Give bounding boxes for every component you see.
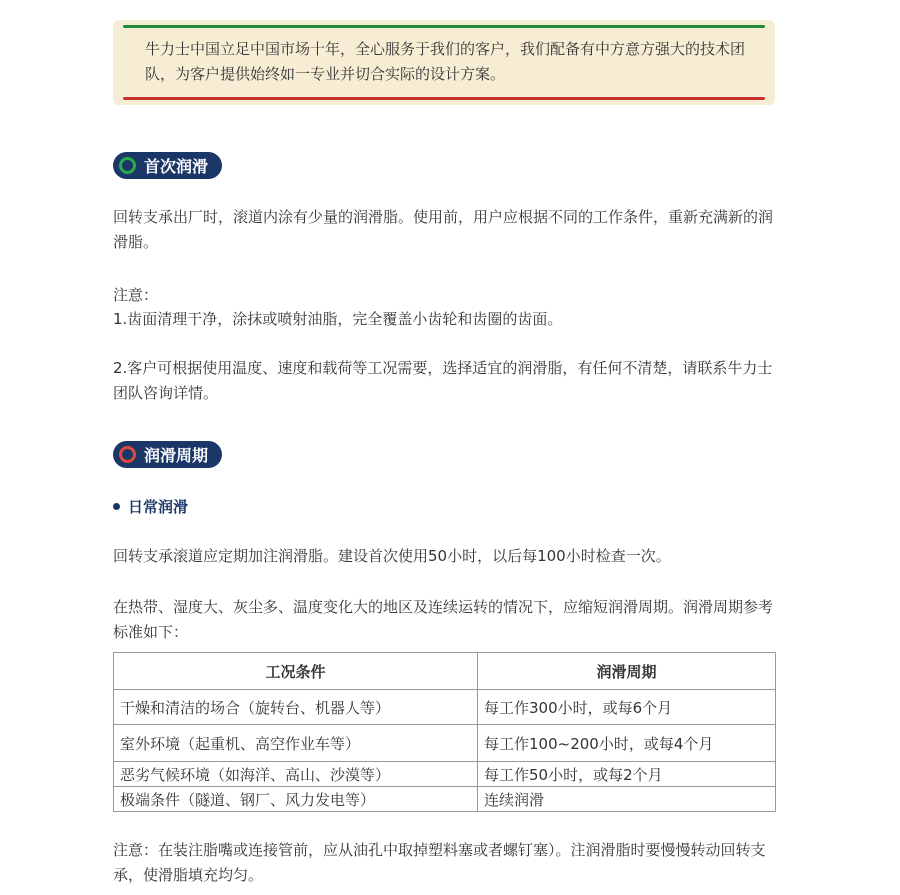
table-row — [114, 787, 776, 812]
subheading-daily — [113, 496, 188, 517]
section-title: 润滑周期 — [144, 446, 209, 465]
green-ring-icon — [119, 157, 136, 174]
table-row — [114, 690, 776, 725]
table-cell: 每工作300小时，或每6个月 — [478, 690, 776, 725]
table-row — [114, 725, 776, 762]
note-item-2: 2.客户可根据使用温度、速度和载荷等工况需要，选择适宜的润滑脂，有任何不清楚，请联系牛力士团队咨询详情。 — [113, 359, 773, 402]
section-heading-lubrication-cycle — [113, 441, 222, 468]
table-cell: 室外环境（起重机、高空作业车等） — [114, 725, 478, 762]
section-heading-first-lubrication — [113, 152, 222, 179]
table-cell: 极端条件（隧道、钢厂、风力发电等） — [114, 787, 478, 812]
table-header: 工况条件 — [114, 653, 478, 690]
table-cell: 恶劣气候环境（如海洋、高山、沙漠等） — [114, 762, 478, 787]
note-item-1: 1.齿面清理干净，涂抹或喷射油脂，完全覆盖小齿轮和齿圈的齿面。 — [113, 310, 563, 328]
section-title: 首次润滑 — [144, 157, 209, 176]
table-header-row — [114, 653, 776, 690]
paragraph: 回转支承滚道应定期加注润滑脂。建设首次使用50小时，以后每100小时检查一次。 — [113, 547, 671, 565]
note-label: 注意： — [113, 286, 159, 304]
paragraph-note: 注意：在装注脂嘴或连接管前，应从油孔中取掉塑料塞或者螺钉塞）。注润滑脂时要慢慢转动回转支承，使滑脂填充均匀。 — [113, 841, 766, 884]
red-ring-icon — [119, 446, 136, 463]
paragraph: 在热带、湿度大、灰尘多、温度变化大的地区及连续运转的情况下，应缩短润滑周期。润滑周期参考标准如下： — [113, 598, 774, 641]
red-stripe — [123, 97, 765, 100]
green-stripe — [123, 25, 765, 28]
bullet-icon — [113, 503, 120, 510]
table-row — [114, 762, 776, 787]
table-cell: 干燥和清洁的场合（旋转台、机器人等） — [114, 690, 478, 725]
table-header: 润滑周期 — [478, 653, 776, 690]
table-cell: 每工作100~200小时，或每4个月 — [478, 725, 776, 762]
intro-box — [113, 20, 775, 105]
subheading-text: 日常润滑 — [128, 498, 189, 516]
paragraph: 回转支承出厂时，滚道内涂有少量的润滑脂。使用前，用户应根据不同的工作条件，重新充满新的润滑脂。 — [113, 208, 774, 251]
lubrication-cycle-table — [113, 652, 776, 812]
table-cell: 每工作50小时，或每2个月 — [478, 762, 776, 787]
intro-text: 牛力士中国立足中国市场十年，全心服务于我们的客户，我们配备有中方意方强大的技术团队，为客户提供始终如一专业并切合实际的设计方案。 — [145, 40, 746, 83]
table-cell: 连续润滑 — [478, 787, 776, 812]
